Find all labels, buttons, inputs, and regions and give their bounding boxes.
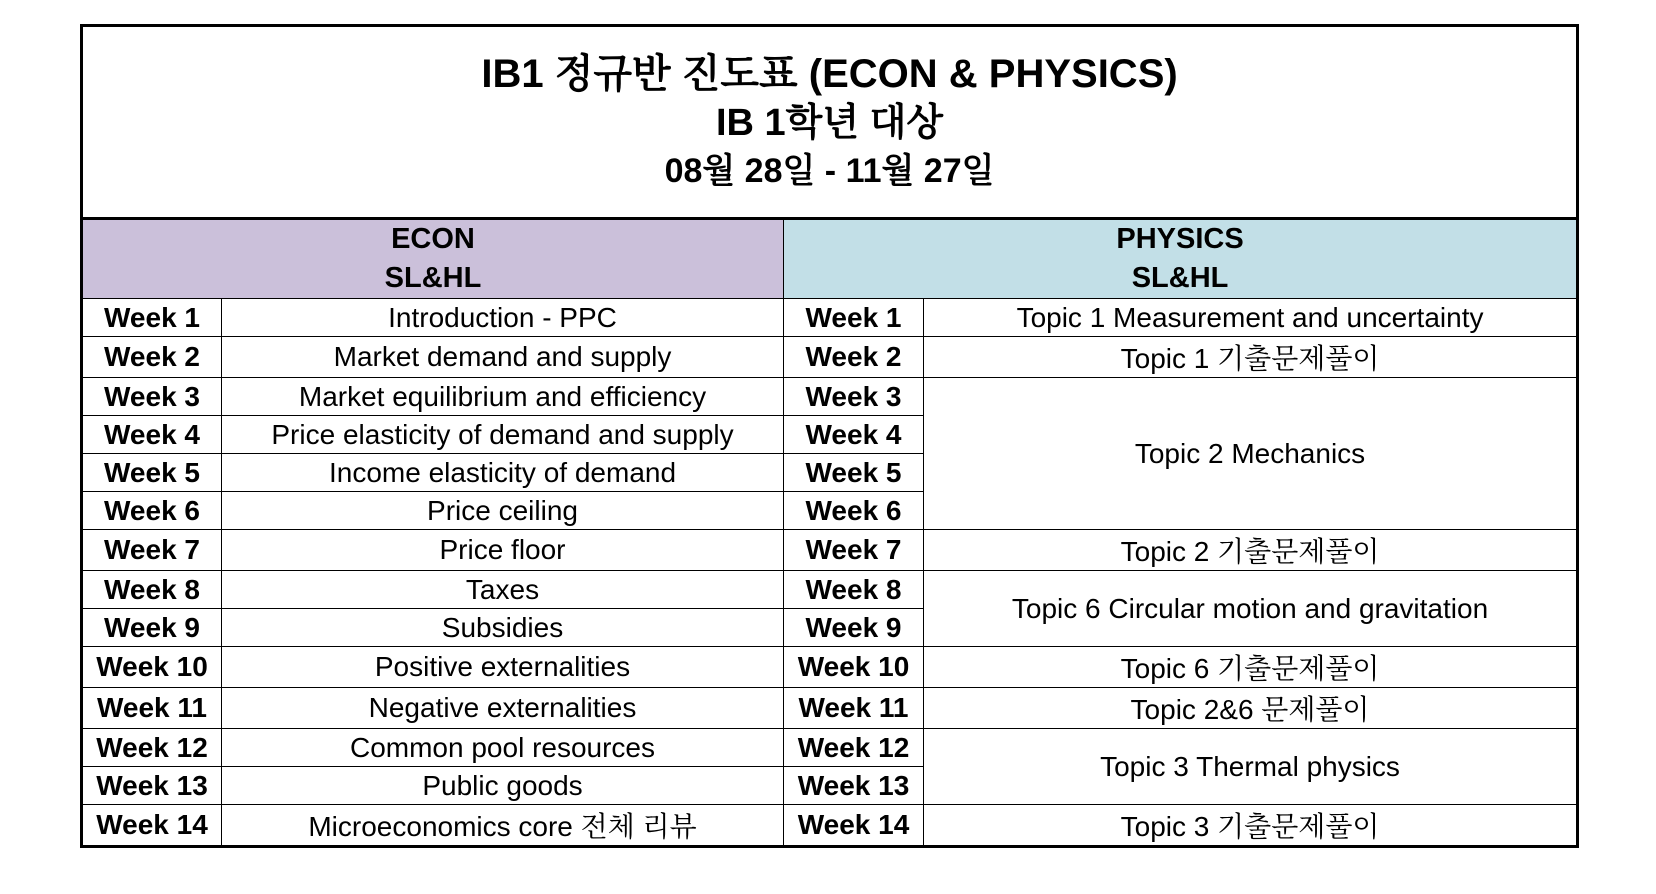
econ-topic: Price elasticity of demand and supply — [222, 416, 784, 454]
econ-week-label: Week 2 — [82, 337, 222, 378]
econ-week-label: Week 11 — [82, 688, 222, 729]
econ-week-label: Week 8 — [82, 571, 222, 609]
physics-topic: Topic 3 기출문제풀이 — [924, 805, 1578, 847]
date-range: 08월 28일 - 11월 27일 — [664, 152, 995, 190]
schedule-sheet — [80, 24, 1576, 848]
physics-week-label: Week 4 — [784, 416, 924, 454]
econ-topic: Subsidies — [222, 609, 784, 647]
physics-subject-name: PHYSICS — [1116, 223, 1244, 255]
econ-topic: Introduction - PPC — [222, 299, 784, 337]
physics-topic: Topic 3 Thermal physics — [924, 729, 1578, 805]
econ-subject-name: ECON — [391, 223, 475, 255]
econ-week-label: Week 9 — [82, 609, 222, 647]
title-row — [82, 26, 1578, 219]
table-row — [82, 299, 1578, 337]
econ-week-label: Week 10 — [82, 647, 222, 688]
econ-week-label: Week 12 — [82, 729, 222, 767]
table-row — [82, 571, 1578, 609]
physics-week-label: Week 13 — [784, 767, 924, 805]
econ-level: SL&HL — [384, 262, 482, 294]
econ-topic: Price floor — [222, 530, 784, 571]
econ-week-label: Week 3 — [82, 378, 222, 416]
econ-week-label: Week 13 — [82, 767, 222, 805]
econ-topic: Market equilibrium and efficiency — [222, 378, 784, 416]
physics-week-label: Week 1 — [784, 299, 924, 337]
schedule-table — [80, 24, 1579, 848]
physics-week-label: Week 10 — [784, 647, 924, 688]
econ-topic: Negative externalities — [222, 688, 784, 729]
physics-topic: Topic 2&6 문제풀이 — [924, 688, 1578, 729]
table-row — [82, 805, 1578, 847]
physics-level: SL&HL — [1131, 262, 1229, 294]
target-audience: IB 1학년 대상 — [715, 102, 944, 144]
econ-topic: Microeconomics core 전체 리뷰 — [222, 805, 784, 847]
physics-week-label: Week 14 — [784, 805, 924, 847]
physics-topic: Topic 6 기출문제풀이 — [924, 647, 1578, 688]
physics-week-label: Week 8 — [784, 571, 924, 609]
physics-topic: Topic 2 기출문제풀이 — [924, 530, 1578, 571]
table-row — [82, 688, 1578, 729]
physics-topic: Topic 1 Measurement and uncertainty — [924, 299, 1578, 337]
physics-topic: Topic 6 Circular motion and gravitation — [924, 571, 1578, 647]
physics-week-label: Week 6 — [784, 492, 924, 530]
physics-week-label: Week 11 — [784, 688, 924, 729]
econ-topic: Common pool resources — [222, 729, 784, 767]
subject-header-row — [82, 219, 1578, 299]
econ-topic: Public goods — [222, 767, 784, 805]
econ-week-label: Week 4 — [82, 416, 222, 454]
physics-week-label: Week 9 — [784, 609, 924, 647]
econ-week-label: Week 14 — [82, 805, 222, 847]
physics-topic: Topic 1 기출문제풀이 — [924, 337, 1578, 378]
econ-topic: Income elasticity of demand — [222, 454, 784, 492]
econ-header — [82, 219, 784, 299]
econ-week-label: Week 7 — [82, 530, 222, 571]
econ-week-label: Week 1 — [82, 299, 222, 337]
table-row — [82, 647, 1578, 688]
physics-header — [784, 219, 1578, 299]
table-row — [82, 530, 1578, 571]
table-row — [82, 378, 1578, 416]
document-title: IB1 정규반 진도표 (ECON & PHYSICS) — [481, 52, 1178, 96]
econ-topic: Market demand and supply — [222, 337, 784, 378]
physics-week-label: Week 5 — [784, 454, 924, 492]
econ-week-label: Week 6 — [82, 492, 222, 530]
econ-topic: Price ceiling — [222, 492, 784, 530]
physics-week-label: Week 3 — [784, 378, 924, 416]
econ-topic: Taxes — [222, 571, 784, 609]
table-row — [82, 337, 1578, 378]
physics-topic: Topic 2 Mechanics — [924, 378, 1578, 530]
table-row — [82, 729, 1578, 767]
physics-week-label: Week 2 — [784, 337, 924, 378]
physics-week-label: Week 12 — [784, 729, 924, 767]
physics-week-label: Week 7 — [784, 530, 924, 571]
econ-topic: Positive externalities — [222, 647, 784, 688]
econ-week-label: Week 5 — [82, 454, 222, 492]
title-block — [82, 26, 1578, 219]
